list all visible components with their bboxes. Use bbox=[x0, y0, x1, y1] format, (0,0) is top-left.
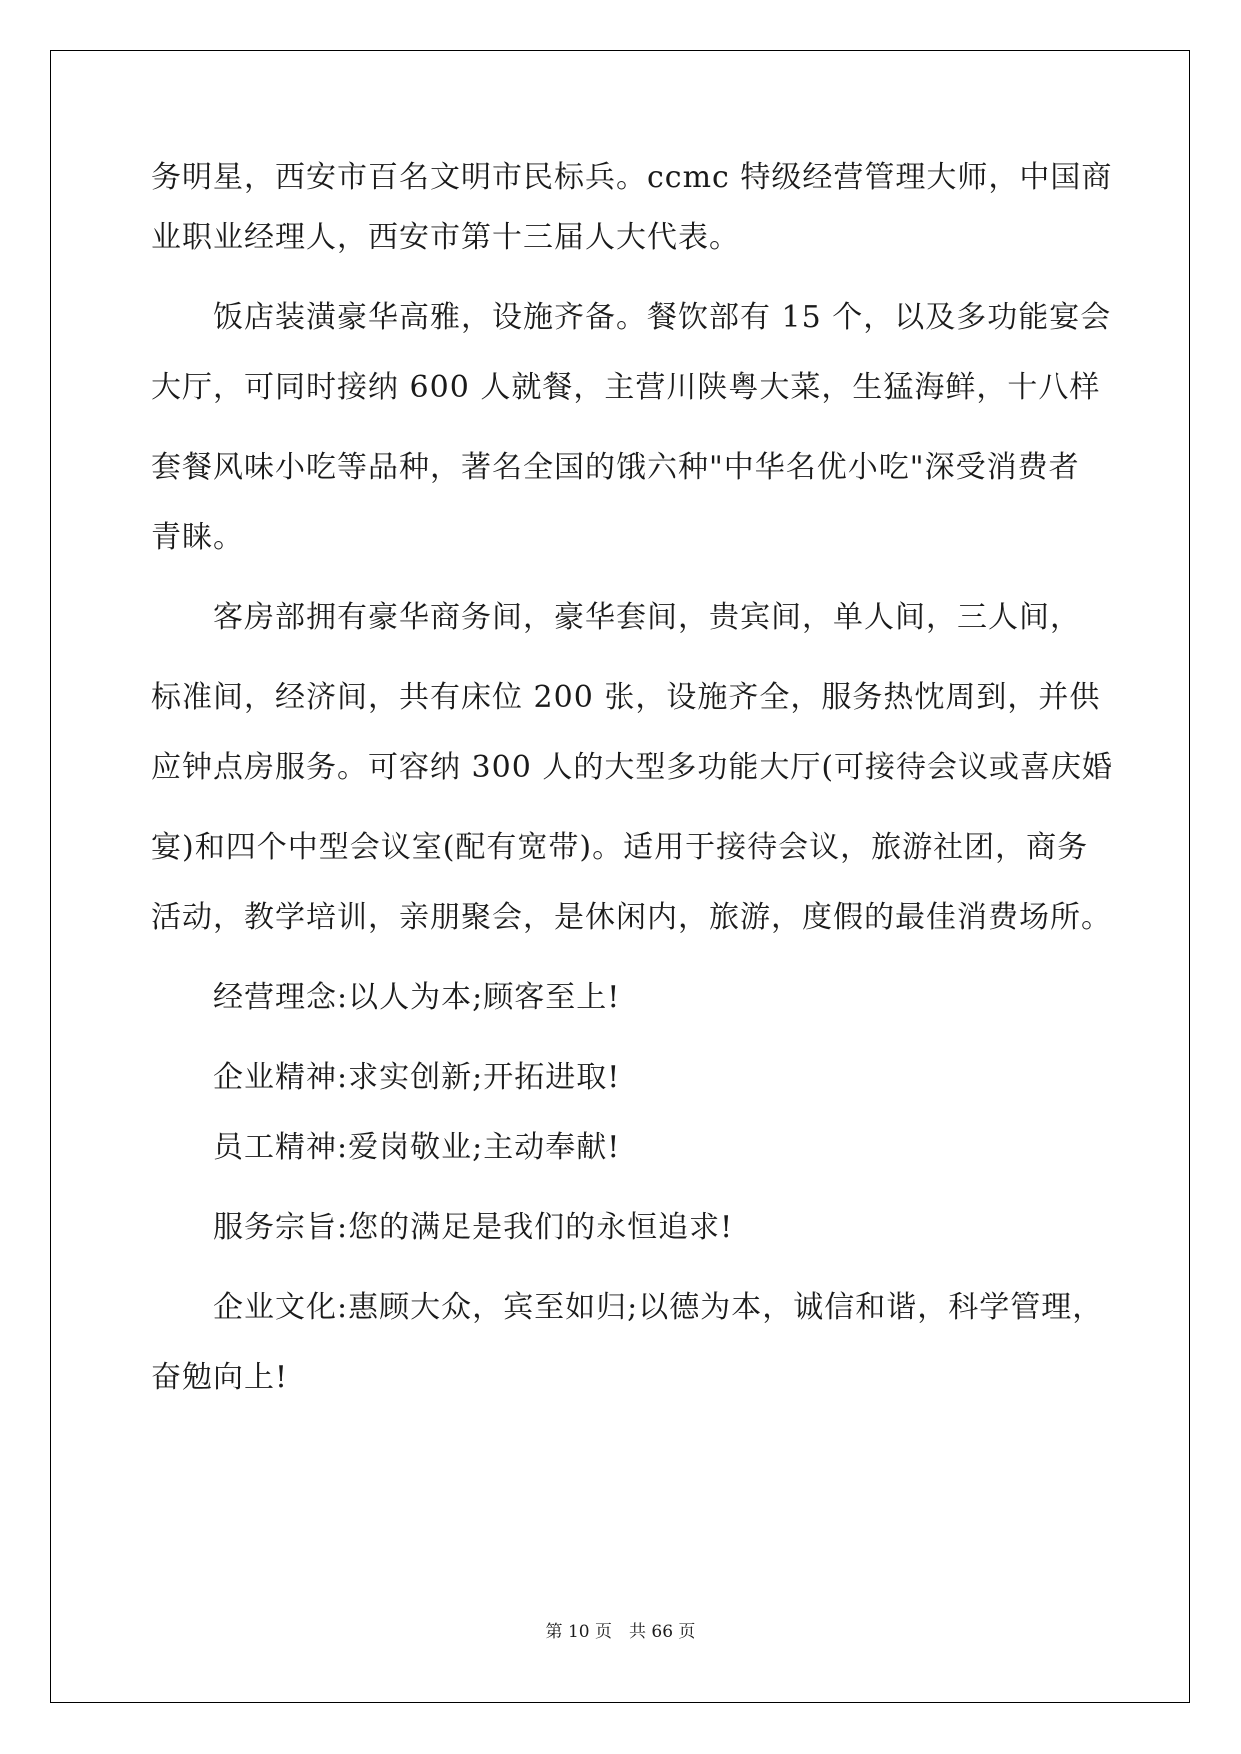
paragraph-line: 企业文化:惠顾大众，宾至如归;以德为本，诚信和谐，科学管理， bbox=[213, 1290, 1104, 1325]
paragraph-line: 青睐。 bbox=[151, 520, 244, 555]
paragraph-line: 业职业经理人，西安市第十三届人大代表。 bbox=[151, 220, 740, 255]
paragraph-line: 宴)和四个中型会议室(配有宽带)。适用于接待会议，旅游社团，商务 bbox=[151, 830, 1089, 865]
paragraph-line: 活动，教学培训，亲朋聚会，是休闲内，旅游，度假的最佳消费场所。 bbox=[151, 900, 1112, 935]
paragraph-line: 务明星，西安市百名文明市民标兵。ccmc 特级经营管理大师，中国商 bbox=[151, 160, 1113, 195]
paragraph-line: 应钟点房服务。可容纳 300 人的大型多功能大厅(可接待会议或喜庆婚 bbox=[151, 750, 1114, 785]
paragraph-line: 员工精神:爱岗敬业;主动奉献! bbox=[213, 1130, 621, 1165]
paragraph-line: 大厅，可同时接纳 600 人就餐，主营川陕粤大菜，生猛海鲜，十八样 bbox=[151, 370, 1101, 405]
paragraph-line: 套餐风味小吃等品种，著名全国的饿六种"中华名优小吃"深受消费者 bbox=[151, 450, 1080, 485]
paragraph-line: 奋勉向上! bbox=[151, 1360, 289, 1395]
paragraph-line: 经营理念:以人为本;顾客至上! bbox=[213, 980, 621, 1015]
paragraph-line: 标准间，经济间，共有床位 200 张，设施齐全，服务热忱周到，并供 bbox=[151, 680, 1101, 715]
page-number-footer: 第 10 页 共 66 页 bbox=[545, 1622, 696, 1642]
paragraph-line: 企业精神:求实创新;开拓进取! bbox=[213, 1060, 621, 1095]
paragraph-line: 服务宗旨:您的满足是我们的永恒追求! bbox=[213, 1210, 734, 1245]
paragraph-line: 饭店装潢豪华高雅，设施齐备。餐饮部有 15 个，以及多功能宴会 bbox=[213, 300, 1112, 335]
paragraph-line: 客房部拥有豪华商务间，豪华套间，贵宾间，单人间，三人间， bbox=[213, 600, 1081, 635]
